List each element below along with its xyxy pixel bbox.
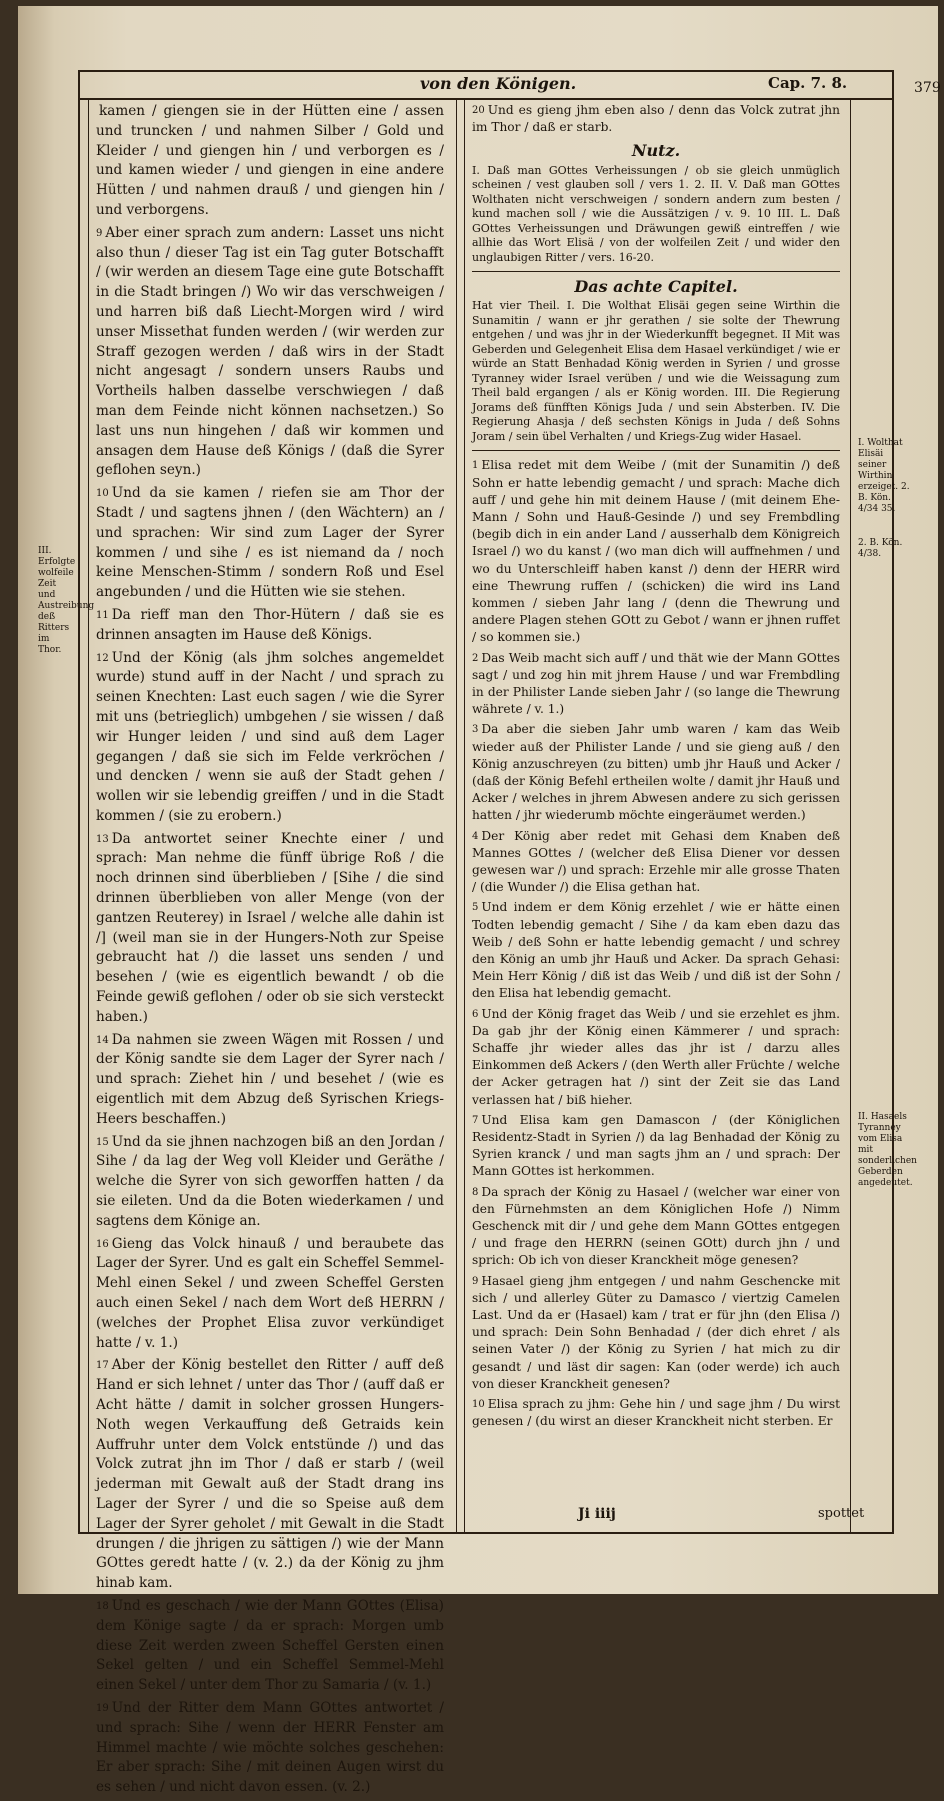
verse-paragraph (96, 1356, 444, 1594)
verse-number: 20 (472, 105, 485, 116)
column-divider-inner (464, 100, 465, 1532)
chapter-label: Cap. 7. 8. (768, 74, 848, 92)
verse-number: 11 (96, 609, 109, 621)
verse-text: kamen / giengen sie in der Hütten eine / assen und truncken / und nahmen Silber / Gold und Kleider / und giengen hin / und verborgen es / und kamen wieder / und giengen in eine andere Hütten / und nahmen drauß / und giengen hin / und verborgens. (96, 103, 444, 218)
verse-paragraph (96, 484, 444, 603)
verse-paragraph (472, 1273, 840, 1393)
verse-paragraph (472, 650, 840, 719)
column-divider (456, 100, 457, 1532)
verse-number: 5 (472, 902, 479, 914)
verse-number: 17 (96, 1360, 109, 1372)
verse-paragraph (96, 1235, 444, 1354)
verse-text: Aber einer sprach zum andern: Lasset uns nicht also thun / dieser Tag ist ein Tag guter Botschafft / (wir werden an diesem Tage eine gute Botschafft in die Stadt bringen /) Wo wir das verschweigen / und harren biß daß Liecht-Morgen wird / wird unser Missethat funden werden / (wir werden zur Straff gezogen werden / daß wirs in der Stadt nicht angesagt / sondern unsers Raubs und Vortheils halben dasselbe verschwiegen / daß man dem Feinde nicht können nachsetzen.) So last uns nun hingehen / daß wir kommen und ansagen dem Hause deß Königs / (daß die Syrer geflohen seyn.) (96, 224, 444, 479)
verse-text: Das Weib macht sich auff / und thät wie der Mann GOttes sagt / und zog hin mit jhrem Hause / und war Frembdling in der Philister Lande sieben Jahr / (so lange die Thewrung währete / v. 1.) (472, 650, 840, 717)
verse-text: Aber der König bestellet den Ritter / auff deß Hand er sich lehnet / unter das Thor / (auff daß er Acht hätte / damit in solcher grossen Hungers-Noth wegen Verkauffung deß Getraids kein Auffruhr unter dem Volck entstünde /) und das Volck zutrat jhn im Thor / daß er starb / (weil jederman mit Gewalt auß der Stadt drang ins Lager der Syrer / und die so Speise auß dem Lager der Syrer geholet / mit Gewalt in die Stadt drungen / die jhrigen zu sättigen /) wie der Mann GOttes geredt hatte / (v. 2.) da der König zu jhm hinab kam. (96, 1357, 444, 1592)
nutz-heading: Nutz. (631, 141, 681, 161)
page-number: 379 (914, 80, 941, 96)
verse-paragraph (96, 1597, 444, 1696)
verse-paragraph (96, 224, 444, 481)
verse-paragraph (96, 1031, 444, 1130)
verse-number: 13 (96, 833, 109, 845)
verse-text: Da rieff man den Thor-Hütern / daß sie es drinnen ansagten im Hause deß Königs. (96, 606, 444, 643)
verse-text: Elisa sprach zu jhm: Gehe hin / und sage jhm / Du wirst genesen / (du wirst an dieser Kranckheit nicht sterben. Er (472, 1397, 840, 1429)
verse-number: 6 (472, 1008, 479, 1020)
verse-number: 2 (472, 652, 479, 664)
verse-paragraph (472, 1006, 840, 1109)
verse-number: 8 (472, 1186, 479, 1198)
verse-paragraph (472, 899, 840, 1002)
verse-paragraph (96, 1699, 444, 1798)
verse-paragraph (96, 102, 444, 221)
verse-paragraph (472, 1112, 840, 1181)
inner-margin-rule (88, 100, 89, 1532)
nutz-text: I. Daß man GOttes Verheissungen / ob sie gleich unmüglich scheinen / vest glauben soll / vers 1. 2. II. V. Daß man GOttes Wolthaten nicht verschweigen / sondern andern zum besten / kund machen soll / wie die Aussätzigen / v. 9. 10 III. L. Daß GOttes Verheissungen und Dräwungen gewiß eintreffen / wie allhie das Wort Elisä / von der wolfeilen Zeit / und wider den unglaubigen Ritter / vers. 16-20. (472, 163, 840, 264)
verse-number: 9 (472, 1275, 479, 1287)
verse-text: Und es geschach / wie der Mann GOttes (Elisa) dem Könige sagte / da er sprach: Morgen umb diese Zeit werden zween Scheffel Gersten einen Sekel gelten / und ein Scheffel Semmel-Mehl einen Sekel / unter dem Thor zu Samaria / (v. 1.) (96, 1597, 444, 1694)
margin-note-reference: 2. B. Kön. 4/38. (858, 538, 903, 559)
verse-text: Da antwortet seiner Knechte einer / und sprach: Man nehme die fünff übrige Roß / die noch drinnen sind überblieben / [Sihe / die sind drinnen überblieben von aller Menge (von der gantzen Reuterey) in Israel / welche alle dahin ist /] (weil man sie in der Hungers-Noth zur Speise gebraucht hat /) die lasset uns senden / und besehen / (wie es eigentlich bewandt / ob die Feinde gewiß geflohen / oder ob sie sich versteckt haben.) (96, 830, 444, 1025)
verse-text: Da sprach der König zu Hasael / (welcher war einer von den Fürnehmsten an dem Königlichen Hofe /) Nimm Geschenck mit dir / und gehe dem Mann GOttes entgegen / und frage den HERRN (seinen GOtt) durch jhn / und sprich: Ob ich von dieser Kranckheit möge genesen? (472, 1184, 840, 1268)
verse-text: Gieng das Volck hinauß / und beraubete das Lager der Syrer. Und es galt ein Scheffel Semmel-Mehl einen Sekel / und zween Scheffel Gersten auch einen Sekel / nach dem Wort deß HERRN / (welches der Prophet Elisa zuvor verkündiget hatte / v. 1.) (96, 1235, 444, 1351)
verse-text: Und Elisa kam gen Damascon / (der Königlichen Residentz-Stadt in Syrien /) da lag Benhadad der König zu Syrien kranck / und man sagts jhm an / und sprach: Der Mann GOttes ist herkommen. (472, 1112, 840, 1179)
verse-paragraph (472, 828, 840, 897)
verse-number: 1 (472, 460, 479, 472)
verse-text: Und der Ritter dem Mann GOttes antwortet / und sprach: Sihe / wenn der HERR Fenster am Himmel machte / wie möchte solches geschehen: Er aber sprach: Sihe / mit deinen Augen wirst du es sehen / und nicht davon essen. (v. 2.) (96, 1699, 444, 1796)
chapter-heading: Das achte Capitel. (574, 277, 738, 297)
left-column (96, 102, 444, 1801)
chapter-summary: Hat vier Theil. I. Die Wolthat Elisäi gegen seine Wirthin die Sunamitin / wann er jhr gerathen / sie solte der Thewrung entgehen / und was jhr in der Wiederkunfft begegnet. II Mit was Geberden und Gelegenheit Elisa dem Hasael verkündiget / wie er würde an Statt Benhadad König werden in Syrien / und grosse Tyranney wider Israel verüben / und wie die Weissagung zum Theil bald ergangen / als er König worden. III. Die Regierung Jorams deß fünfften Königs Juda / und sein Absterben. IV. Die Regierung Ahasja / deß sechsten Königs in Juda / deß Sohns Joram / sein übel Verhalten / und Kriegs-Zug wider Hasael. (472, 299, 840, 443)
verse-text: Und der König (als jhm solches angemeldet wurde) stund auff in der Nacht / und sprach zu seinen Knechten: Last euch sagen / wie die Syrer mit uns (betrieglich) umbgehen / sie wissen / daß wir Hunger leiden / und sind auß dem Lager gegangen / daß sie sich im Felde verkröchen / und dencken / wenn sie auß der Stadt gehen / wollen wir sie lebendig greiffen / und in die Stadt kommen / (sie zu erobern.) (96, 649, 444, 824)
verse-paragraph (96, 1133, 444, 1232)
verse-paragraph (96, 606, 444, 646)
verse-text: Und da sie kamen / riefen sie am Thor der Stadt / und sagtens jhnen / (den Wächtern) an / und sprachen: Wir sind zum Lager der Syrer kommen / und sihe / es ist niemand da / noch keine Menschen-Stimm / sondern Roß und Esel angebunden / und die Hütten wie sie stehen. (96, 485, 444, 601)
verse-text: Der König aber redet mit Gehasi dem Knaben deß Mannes GOttes / (welcher deß Elisa Diener vor dessen gewesen war /) und sprach: Erzehle mir alle grosse Thaten / (die Wunder /) die Elisa gethan hat. (472, 828, 840, 895)
right-column (472, 102, 840, 1433)
verse-paragraph (472, 1184, 840, 1270)
verse-number: 18 (96, 1600, 109, 1612)
verse-number: 10 (472, 1399, 485, 1411)
verse-paragraph (472, 721, 840, 824)
verse-number: 3 (472, 724, 479, 736)
header-rule (80, 98, 892, 100)
signature-mark: Ji iiij (578, 1506, 616, 1522)
verse-paragraph (472, 102, 840, 136)
verse-paragraph (96, 830, 444, 1028)
verse-text: Elisa redet mit dem Weibe / (mit der Sunamitin /) deß Sohn er hatte lebendig gemacht / und sprach: Mache dich auff / und gehe hin mit deinem Hause / (mit deinem Ehe-Mann / Sohn und Hauß-Gesinde /) und sey Frembdling (begib dich in ein ander Land / ausserhalb dem Königreich Israel /) wo du kanst / (wo man dich will auffnehmen / und wo du Unterschleiff haben kanst /) denn der HERR wird eine Thewrung ruffen / (schicken) die wird ins Land kommen / sieben Jahr lang / (denn die Thewrung und andere Plagen stehen GOtt zu Gebot / wann er jhnen ruffet / so kommen sie.) (472, 458, 840, 645)
verse-number: 4 (472, 830, 479, 842)
verse-text: Und der König fraget das Weib / und sie erzehlet es jhm. Da gab jhr der König einen Kämmerer / und sprach: Schaffe jhr wieder alles das jhr ist / darzu alles Einkommen deß Ackers / (den Werth aller Früchte / welche der Acker getragen hat /) sint der Zeit sie das Land verlassen hat / biß hieher. (472, 1006, 840, 1107)
verse-text: Und es gieng jhm eben also / denn das Volck zutrat jhn im Thor / daß er starb. (472, 103, 840, 135)
verse-number: 7 (472, 1114, 479, 1126)
verse-text: Und da sie jhnen nachzogen biß an den Jordan / Sihe / da lag der Weg voll Kleider und Geräthe / welche die Syrer von sich geworffen hatten / da sie eileten. Und da die Boten wiederkamen / und sagtens dem Könige an. (96, 1133, 444, 1229)
verse-number: 10 (96, 488, 109, 500)
text-frame (78, 70, 941, 1796)
outer-margin-rule (850, 100, 851, 1532)
verse-number: 12 (96, 652, 109, 664)
verse-text: Und indem er dem König erzehlet / wie er hätte einen Todten lebendig gemacht / Sihe / da kam eben dazu das Weib / deß Sohn er hatte lebendig gemacht / und schrey den König an umb jhr Hauß und Acker. Da sprach Gehasi: Mein Herr König / diß ist das Weib / und diß ist der Sohn / den Elisa hat lebendig gemacht. (472, 900, 840, 1001)
running-head: von den Königen. (420, 74, 577, 93)
verse-text: Hasael gieng jhm entgegen / und nahm Geschencke mit sich / und allerley Güter zu Damasco / viertzig Camelen Last. Und da er (Hasael) kam / trat er für jhn (den Elisa /) und sprach: Dein Sohn Benhadad / (der dich ehret / als seinen Vater /) der König zu Syrien / hat mich zu dir gesandt / und läst dir sagen: Kan (oder werde) ich auch von dieser Kranckheit genesen? (472, 1273, 840, 1391)
verse-number: 9 (96, 227, 103, 239)
margin-note-I: I. Wolthat Elisäi seiner Wirthin erzeiget. 2. B. Kön. 4/34 35. (858, 438, 910, 514)
verse-number: 16 (96, 1238, 109, 1250)
verse-number: 15 (96, 1136, 109, 1148)
margin-note-II: II. Hasaels Tyranney vom Elisa mit sonderlichen Geberden angedeutet. (858, 1112, 917, 1188)
verse-paragraph (472, 1396, 840, 1430)
verse-paragraph (96, 649, 444, 827)
margin-note-III: III. Erfolgte wolfeile Zeit und Austreibung deß Ritters im Thor. (38, 546, 95, 655)
section-rule (472, 450, 840, 451)
section-rule (472, 271, 840, 272)
verse-text: Da nahmen sie zween Wägen mit Rossen / und der König sandte sie dem Lager der Syrer nach / und sprach: Ziehet hin / und besehet / (wie es eigentlich mit dem Abzug deß Syrischen Kriegs-Heers beschaffen.) (96, 1031, 444, 1127)
verse-text: Da aber die sieben Jahr umb waren / kam das Weib wieder auß der Philister Lande / und sie gieng auß / den König anzuschreyen (zu bitten) umb jhr Hauß und Acker / (daß der König Befehl ertheilen wolte / damit jhr Hauß und Acker / welches in jhrem Abwesen andere zu sich gerissen hatten / jhr wiederumb möchte eingeräumet werden.) (472, 722, 840, 823)
catchword: spottet (818, 1506, 865, 1521)
verse-paragraph (472, 457, 840, 646)
book-page (18, 6, 941, 1796)
verse-number: 14 (96, 1034, 109, 1046)
verse-number: 19 (96, 1702, 109, 1714)
